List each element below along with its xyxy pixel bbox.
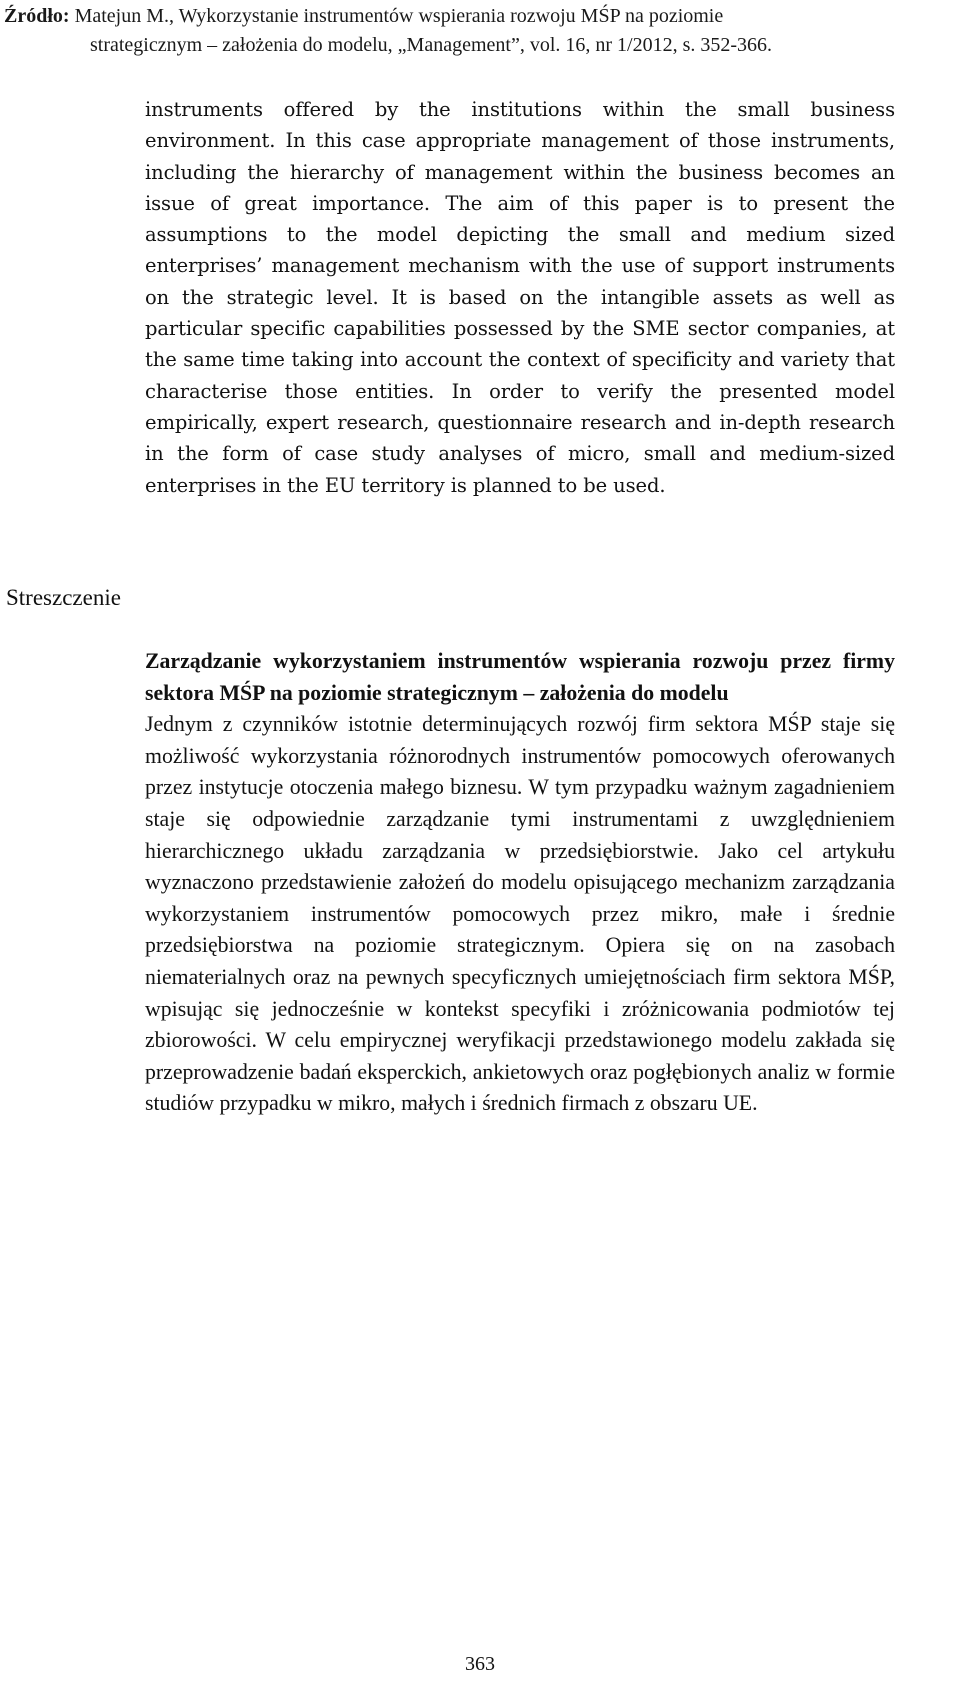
- section-label-streszczenie: Streszczenie: [6, 585, 121, 610]
- polish-abstract-text: Jednym z czynników istotnie determinujących rozwój firm sektora MŚP staje się możliwość wykorzystania różnorodnych instrumentów pomocowych oferowanych przez instytucje otoczenia małego biznesu. W tym przypadku ważnym zagadnieniem staje się odpowiednie zarządzanie tymi instrumentami z uwzględnieniem hierarchicznego układu zarządzania w przedsiębiorstwie. Jako cel artykułu wyznaczono przedstawienie założeń do modelu opisującego mechanizm zarządzania wykorzystaniem instrumentów pomocowych przez mikro, małe i średnie przedsiębiorstwa na poziomie strategicznym. Opiera się on na zasobach niematerialnych oraz na pewnych specyficznych umiejętnościach firm sektora MŚP, wpisując się jednocześnie w kontekst specyfiki i zróżnicowania podmiotów tej zbiorowości. W celu empirycznej weryfikacji przedstawionego modelu zakłada się przeprowadzenie badań eksperckich, ankietowych oraz pogłębionych analiz w formie studiów przypadku w mikro, małych i średnich firmach z obszaru UE.: [145, 712, 895, 1116]
- page-number: 363: [465, 1653, 495, 1675]
- polish-abstract-title: Zarządzanie wykorzystaniem instrumentów wspierania rozwoju przez firmy sektora MŚP na poziomie strategicznym – założenia do modelu: [145, 649, 895, 705]
- source-label: Źródło:: [4, 5, 70, 27]
- english-abstract-continuation: [145, 94, 895, 501]
- polish-abstract: [145, 646, 895, 1120]
- english-abstract-text: instruments offered by the institutions within the small business environment. In this case appropriate management of those instruments, including the hierarchy of management within the business becomes an issue of great importance. The aim of this paper is to present the assumptions to the model depicting the small and medium sized enterprises’ management mechanism with the use of support instruments on the strategic level. It is based on the intangible assets as well as particular specific capabilities possessed by the SME sector companies, at the same time taking into account the context of specificity and variety that characterise those entities. In order to verify the presented model empirically, expert research, questionnaire research and in-depth research in the form of case study analyses of micro, small and medium-sized enterprises in the EU territory is planned to be used.: [145, 98, 895, 497]
- source-citation-header: [4, 2, 952, 60]
- citation-line-1: Matejun M., Wykorzystanie instrumentów wspierania rozwoju MŚP na poziomie: [69, 5, 724, 27]
- citation-line-2: strategicznym – założenia do modelu, „Management”, vol. 16, nr 1/2012, s. 352-366.: [90, 34, 773, 56]
